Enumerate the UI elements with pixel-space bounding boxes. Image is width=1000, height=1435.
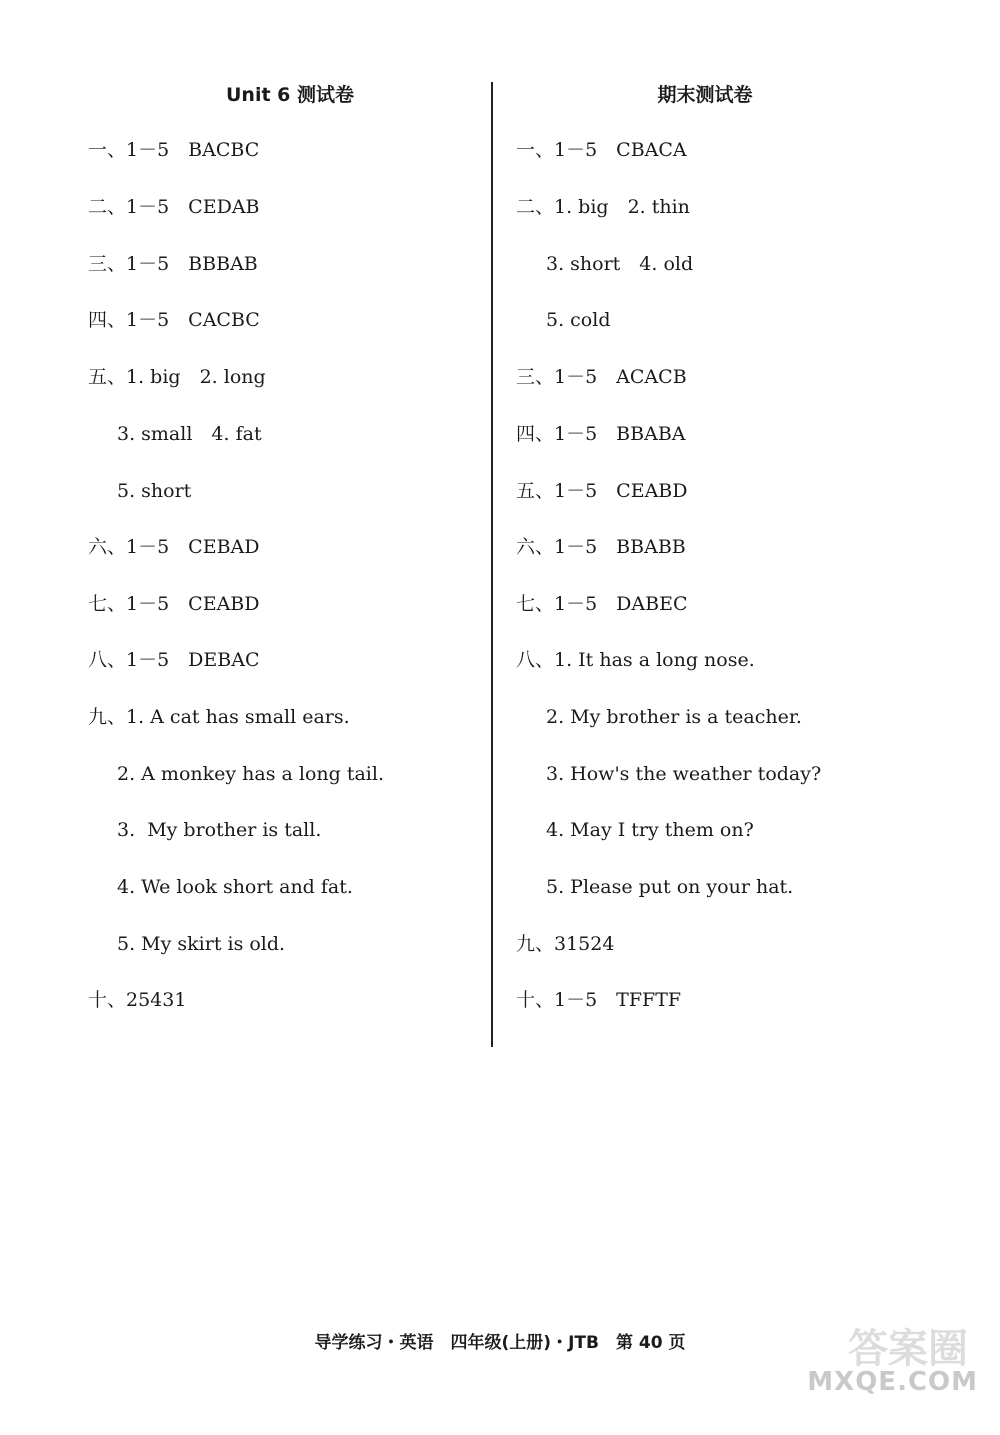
right-answer-line: 2. My brother is a teacher.	[546, 706, 802, 728]
watermark-chars: 答案圈	[848, 1326, 968, 1372]
right-answer-line: 六、1－5 BBABB	[516, 536, 686, 558]
page-footer: 导学练习・英语 四年级(上册)・JTB 第 40 页	[314, 1333, 686, 1353]
left-answer-line: 五、1. big 2. long	[88, 366, 266, 388]
right-answer-line: 五、1－5 CEABD	[516, 480, 688, 502]
right-answer-line: 5. cold	[546, 309, 611, 331]
column-divider	[491, 82, 493, 1047]
left-column-title: Unit 6 测试卷	[226, 84, 354, 106]
right-answer-line: 八、1. It has a long nose.	[516, 649, 755, 671]
left-answer-line: 5. short	[117, 480, 192, 502]
right-answer-line: 一、1－5 CBACA	[516, 139, 687, 161]
left-answer-line: 四、1－5 CACBC	[88, 309, 260, 331]
left-answer-line: 3. small 4. fat	[117, 423, 262, 445]
watermark-site: MXQE.COM	[807, 1367, 978, 1397]
left-answer-line: 一、1－5 BACBC	[88, 139, 260, 161]
right-answer-line: 七、1－5 DABEC	[516, 593, 688, 615]
left-answer-line: 二、1－5 CEDAB	[88, 196, 260, 218]
watermark	[788, 1317, 978, 1397]
left-answer-line: 2. A monkey has a long tail.	[117, 763, 384, 785]
left-answer-line: 九、1. A cat has small ears.	[88, 706, 350, 728]
left-answer-line: 七、1－5 CEABD	[88, 593, 260, 615]
left-answer-line: 3. My brother is tall.	[117, 819, 322, 841]
right-column-title: 期末测试卷	[657, 84, 753, 106]
left-answer-line: 4. We look short and fat.	[117, 876, 353, 898]
left-answer-line: 八、1－5 DEBAC	[88, 649, 260, 671]
left-answer-line: 六、1－5 CEBAD	[88, 536, 260, 558]
left-answer-line: 三、1－5 BBBAB	[88, 253, 258, 275]
right-answer-line: 九、31524	[516, 933, 615, 955]
left-answer-line: 5. My skirt is old.	[117, 933, 286, 955]
right-answer-line: 二、1. big 2. thin	[516, 196, 690, 218]
right-answer-line: 四、1－5 BBABA	[516, 423, 686, 445]
right-answer-line: 十、1－5 TFFTF	[516, 989, 682, 1011]
left-answer-line: 十、25431	[88, 989, 187, 1011]
right-answer-line: 5. Please put on your hat.	[546, 876, 794, 898]
right-answer-line: 3. short 4. old	[546, 253, 694, 275]
right-answer-line: 3. How's the weather today?	[546, 763, 822, 785]
right-answer-line: 4. May I try them on?	[546, 819, 754, 841]
right-answer-line: 三、1－5 ACACB	[516, 366, 687, 388]
